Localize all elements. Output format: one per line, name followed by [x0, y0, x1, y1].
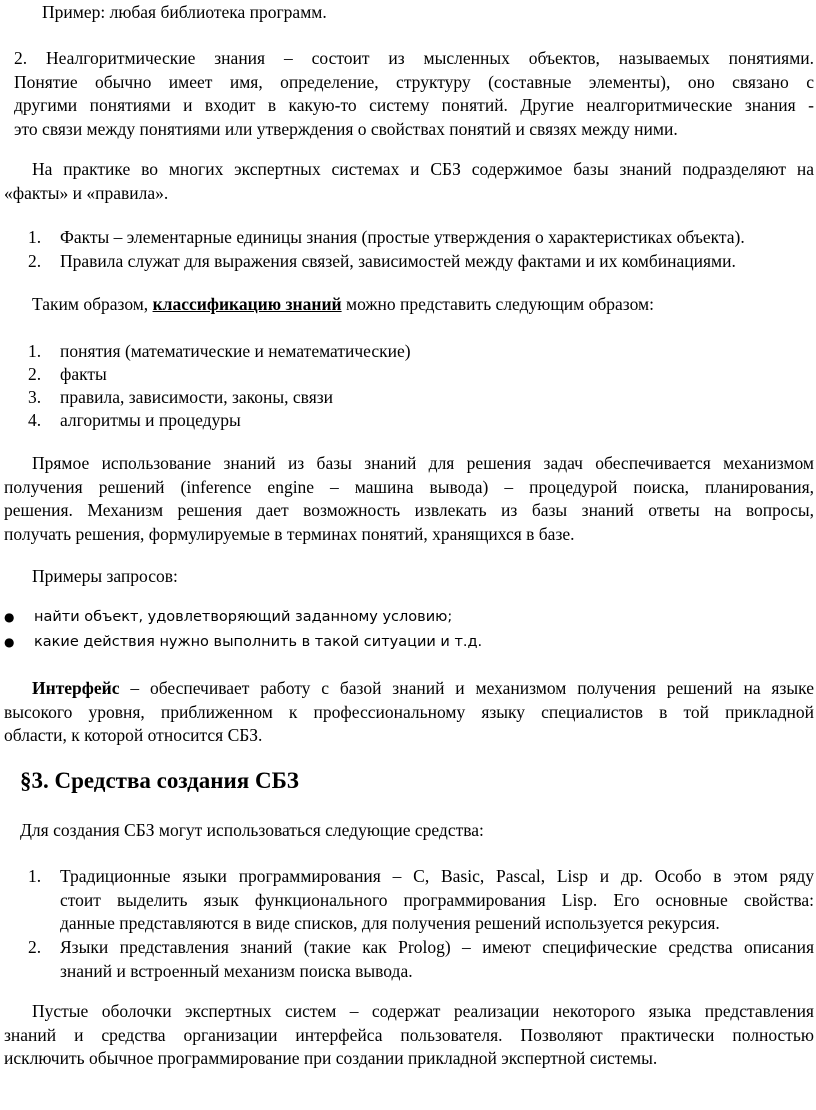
- shells-line-2: знаний и средства организации интерфейса пользователя. Позволяют практически полностью: [4, 1024, 814, 1045]
- tool-2-line-1: Языки представления знаний (такие как Prolog) – имеют специфические средства описания: [60, 937, 814, 957]
- list-text: Правила служат для выражения связей, зависимостей между фактами и их комбинациями.: [60, 251, 736, 271]
- nonalg-line-2: Понятие обычно имеет имя, определение, структуру (составные элементы), оно связано с: [14, 71, 814, 92]
- section-title: §3. Средства создания СБЗ: [20, 768, 299, 793]
- section-heading: [20, 768, 816, 794]
- list-number: 1.: [28, 866, 42, 886]
- list-number: 2.: [28, 251, 42, 271]
- list-item: [0, 936, 816, 983]
- queries-heading-text: Примеры запросов:: [32, 566, 178, 586]
- practice-line-1: На практике во многих экспертных системах и СБЗ содержимое базы знаний подразделяют на: [32, 159, 814, 179]
- list-text: Факты – элементарные единицы знания (простые утверждения о характеристиках объекта).: [60, 227, 745, 247]
- nonalg-line-1-text: Неалгоритмические знания – состоит из мысленных объектов, называемых понятиями.: [46, 48, 815, 68]
- list-text: какие действия нужно выполнить в такой ситуации и т.д.: [34, 634, 483, 650]
- nonalg-line-3: другими понятиями и входит в какую-то систему понятий. Другие неалгоритмические знания -: [14, 95, 814, 116]
- classification-highlight: классификацию знаний: [152, 294, 342, 314]
- list-item: [0, 386, 816, 409]
- list-item: [0, 363, 816, 386]
- tool-1-line-2: стоит выделить язык функционального программирования Lisp. Его основные свойства:: [60, 889, 814, 910]
- classification-sentence: [32, 294, 816, 315]
- interface-line-1: [4, 677, 814, 701]
- bullet-icon: ●: [4, 610, 15, 624]
- nonalg-line-4: это связи между понятиями или утверждения о свойствах понятий и связях между ними.: [14, 118, 678, 139]
- tools-list: [0, 865, 816, 983]
- list-number: 1.: [28, 341, 42, 361]
- intro-text: Пример: любая библиотека программ.: [42, 2, 327, 22]
- nonalg-knowledge-item: [14, 47, 814, 141]
- list-item: [0, 226, 816, 250]
- inference-line-1: Прямое использование знаний из базы знаний для решения задач обеспечивается механизмом: [32, 453, 814, 473]
- inference-line-3: решения. Механизм решения дает возможность извлекать из базы знаний ответы на вопросы,: [4, 500, 814, 521]
- interface-line-2: высокого уровня, приближенном к профессиональному языку специалистов в той прикладной: [4, 701, 814, 722]
- list-text: [60, 865, 814, 936]
- list-number: 1.: [28, 227, 42, 247]
- queries-list: [0, 606, 816, 656]
- tools-intro: [20, 820, 816, 841]
- tool-1-line-3: данные представляются в виде списков, для получения решений используется рекурсия.: [60, 913, 720, 934]
- list-text: правила, зависимости, законы, связи: [60, 387, 334, 407]
- list-text: факты: [60, 364, 107, 384]
- knowledge-classes-list: [0, 340, 816, 432]
- bullet-icon: ●: [4, 635, 15, 649]
- shells-paragraph: [4, 1000, 814, 1071]
- interface-line-1-rest: – обеспечивает работу с базой знаний и механизмом получения решений на языке: [119, 678, 814, 698]
- list-text: найти объект, удовлетворяющий заданному условию;: [34, 609, 453, 625]
- list-item: [0, 865, 816, 936]
- list-text: [60, 936, 814, 983]
- list-number: 2.: [28, 937, 42, 957]
- classification-before: Таким образом,: [32, 294, 153, 314]
- list-number: 2.: [28, 364, 42, 384]
- interface-paragraph: [4, 677, 814, 748]
- practice-paragraph: [4, 158, 814, 205]
- tool-2-line-2: знаний и встроенный механизм поиска вывода.: [60, 960, 413, 981]
- list-item: [0, 606, 816, 631]
- inference-line-4: получать решения, формулируемые в терминах понятий, хранящихся в базе.: [4, 523, 575, 544]
- interface-line-3: области, к которой относится СБЗ.: [4, 725, 263, 746]
- list-text: понятия (математические и нематематические): [60, 341, 411, 361]
- list-text: алгоритмы и процедуры: [60, 410, 241, 430]
- list-number: 4.: [28, 410, 42, 430]
- interface-term: Интерфейс: [32, 678, 120, 698]
- classification-after: можно представить следующим образом:: [341, 294, 654, 314]
- queries-heading: [32, 566, 816, 587]
- intro-line: [42, 2, 816, 23]
- inference-paragraph: [4, 452, 814, 546]
- list-item: [0, 409, 816, 432]
- facts-rules-list: [0, 226, 816, 274]
- list-item: [0, 340, 816, 363]
- practice-line-2: «факты» и «правила».: [4, 182, 169, 203]
- list-item: [0, 631, 816, 656]
- list-number: 3.: [28, 387, 42, 407]
- list-item: [0, 250, 816, 274]
- shells-line-3: исключить обычное программирование при создании прикладной экспертной системы.: [4, 1048, 658, 1069]
- shells-line-1: Пустые оболочки экспертных систем – содержат реализации некоторого языка представления: [32, 1001, 814, 1021]
- inference-line-2: получения решений (inference engine – машина вывода) – процедурой поиска, планирования,: [4, 476, 814, 497]
- nonalg-number: 2.: [14, 48, 28, 68]
- nonalg-line-1: [14, 47, 814, 71]
- tools-intro-text: Для создания СБЗ могут использоваться следующие средства:: [20, 820, 484, 840]
- tool-1-line-1: Традиционные языки программирования – С, Basic, Pascal, Lisp и др. Особо в этом ряду: [60, 866, 814, 886]
